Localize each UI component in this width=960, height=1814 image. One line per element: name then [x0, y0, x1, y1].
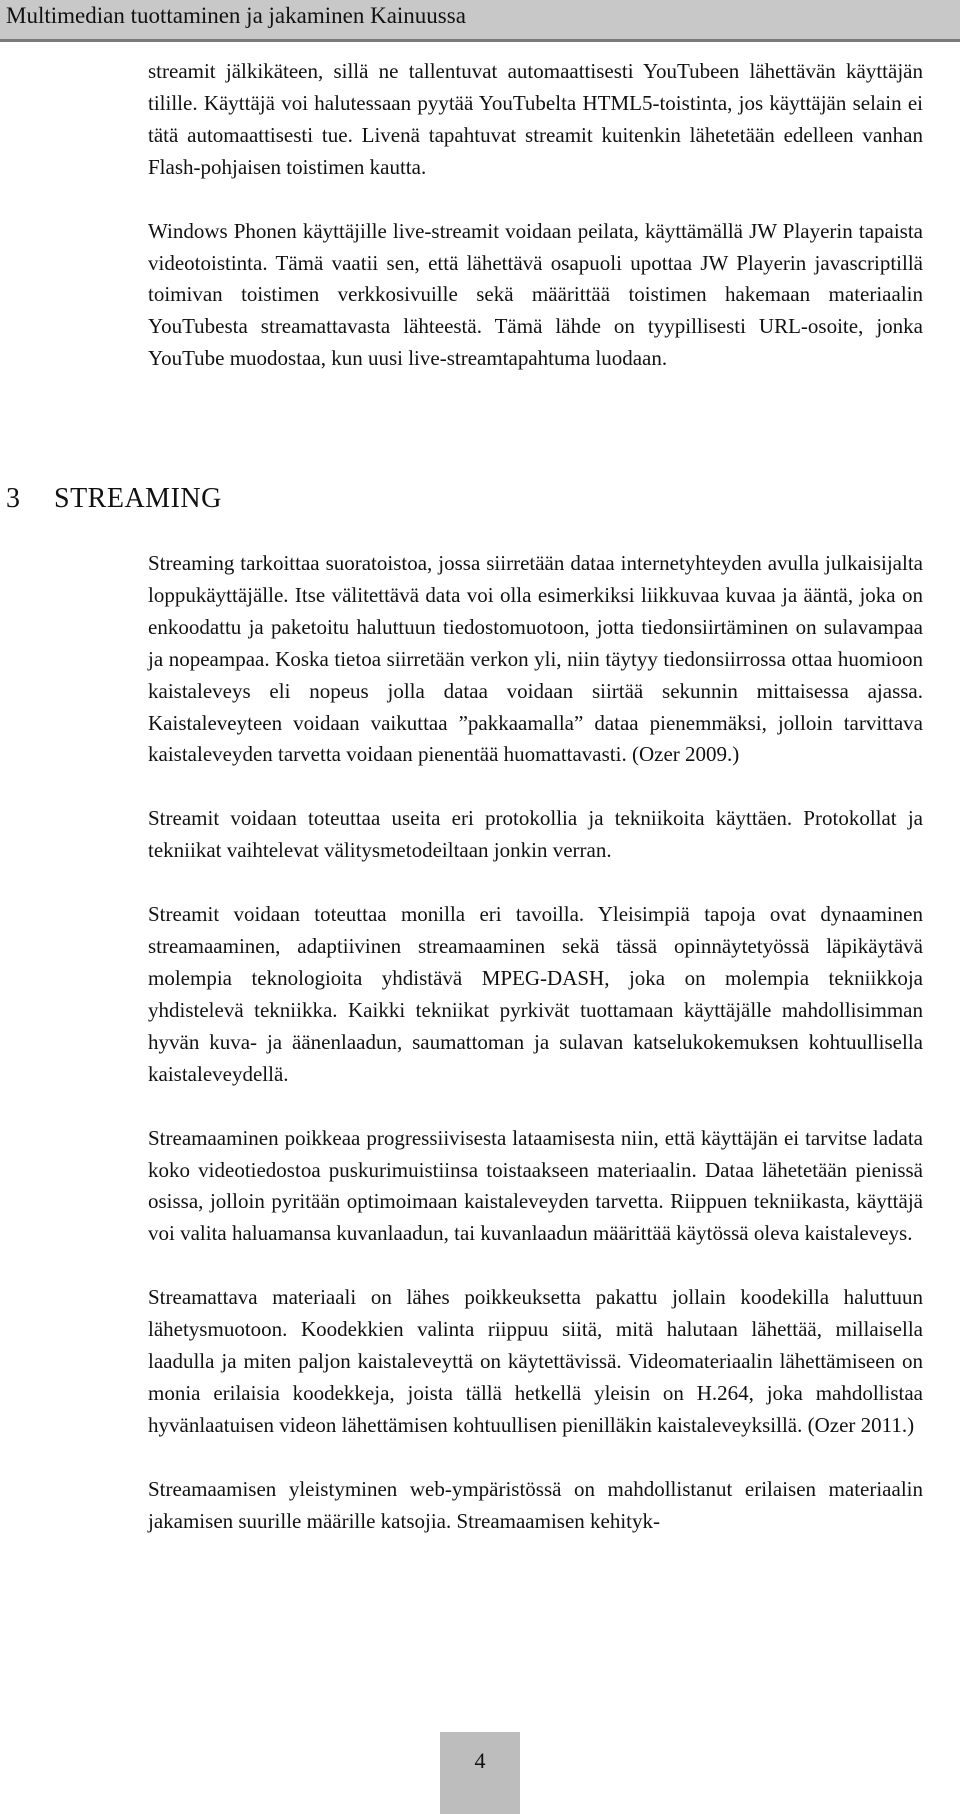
section-number: 3 [6, 483, 20, 514]
body-paragraph: Streamit voidaan toteuttaa useita eri protokollia ja tekniikoita käyttäen. Protokollat ja tekniikat vaihtelevat välitysmetodeiltaan jonkin verran. [148, 806, 923, 863]
body-paragraph: Windows Phonen käyttäjille live-streamit voidaan peilata, käyttämällä JW Playerin tapaista videotoistinta. Tämä vaatii sen, että lähettävä osapuoli upottaa JW Playerin javascriptillä toimivan toistimen verkkosivuille sekä määrittää toistimen hakemaan materiaalin YouTubesta streamattavasta lähteestä. Tämä lähde on tyypillisesti URL-osoite, jonka YouTube muodostaa, kun uusi live-streamtapahtuma luodaan. [148, 218, 923, 371]
body-paragraph: Streamaamisen yleistyminen web-ympäristössä on mahdollistanut erilaisen materiaalin jakamisen suurille määrille katsojia. Streamaamisen kehityk- [148, 1476, 923, 1533]
page-number-box [440, 1732, 520, 1814]
body-paragraph: Streaming tarkoittaa suoratoistoa, jossa siirretään dataa internetyhteyden avulla julkaisijalta loppukäyttäjälle. Itse välitettävä data voi olla esimerkiksi liikkuvaa kuvaa ja ääntä, joka on enkoodattu ja paketoitu haluttuun tiedostomuotoon, jotta tiedonsiirtäminen on sulavampaa ja nopeampaa. Koska tietoa siirretään verkon yli, niin täytyy tiedonsiirrossa ottaa huomioon kaistaleveys eli nopeus jolla dataa voidaan siirtää sekunnin mittaisessa ajassa. Kaistaleveyteen voidaan vaikuttaa ”pakkaamalla” dataa pienemmäksi, jolloin tarvittava kaistaleveyden tarvetta voidaan pienentää huomattavasti. (Ozer 2009.) [148, 551, 923, 767]
running-header-title: Multimedian tuottaminen ja jakaminen Kainuussa [6, 3, 466, 28]
running-header [0, 0, 960, 42]
body-paragraph: Streamit voidaan toteuttaa monilla eri tavoilla. Yleisimpiä tapoja ovat dynaaminen streamaaminen, adaptiivinen streamaaminen sekä tässä opinnäytetyössä läpikäytävä molempia teknologioita yhdistävä MPEG-DASH, joka on molempia tekniikkoja yhdistelevä tekniikka. Kaikki tekniikat pyrkivät tuottamaan käyttäjälle mahdollisimman hyvän kuva- ja äänenlaadun, saumattoman ja sulavan katselukokemuksen kohtuullisella kaistaleveydellä. [148, 902, 923, 1086]
intro-body [148, 56, 923, 375]
section-body [148, 548, 923, 1570]
body-paragraph: Streamattava materiaali on lähes poikkeuksetta pakattu jollain koodekilla haluttuun lähetysmuotoon. Koodekkien valinta riippuu siitä, mitä halutaan lähettää, millaisella laadulla ja miten paljon kaistaleveyttä on käytettävissä. Videomateriaalin lähettämiseen on monia erilaisia koodekkeja, joista tällä hetkellä yleisin on H.264, joka mahdollistaa hyvänlaatuisen videon lähettämisen kohtuullisen pienilläkin kaistaleveyksillä. (Ozer 2011.) [148, 1285, 923, 1437]
section-heading [0, 474, 960, 524]
section-title: STREAMING [54, 483, 222, 514]
page-number: 4 [474, 1748, 486, 1773]
body-paragraph: streamit jälkikäteen, sillä ne tallentuvat automaattisesti YouTubeen lähettävän käyttäjän tilille. Käyttäjä voi halutessaan pyytää YouTubelta HTML5-toistinta, jos käyttäjän selain ei tätä automaattisesti tue. Livenä tapahtuvat streamit kuitenkin lähetetään edelleen vanhan Flash-pohjaisen toistimen kautta. [148, 59, 923, 179]
body-paragraph: Streamaaminen poikkeaa progressiivisesta lataamisesta niin, että käyttäjän ei tarvitse ladata koko videotiedostoa puskurimuistiinsa toistaakseen materiaalin. Dataa lähetetään pienissä osissa, jolloin pyritään optimoimaan kaistaleveyden tarvetta. Riippuen tekniikasta, käyttäjä voi valita haluamansa kuvanlaadun, tai kuvanlaadun määrittää käytössä oleva kaistaleveys. [148, 1125, 923, 1246]
